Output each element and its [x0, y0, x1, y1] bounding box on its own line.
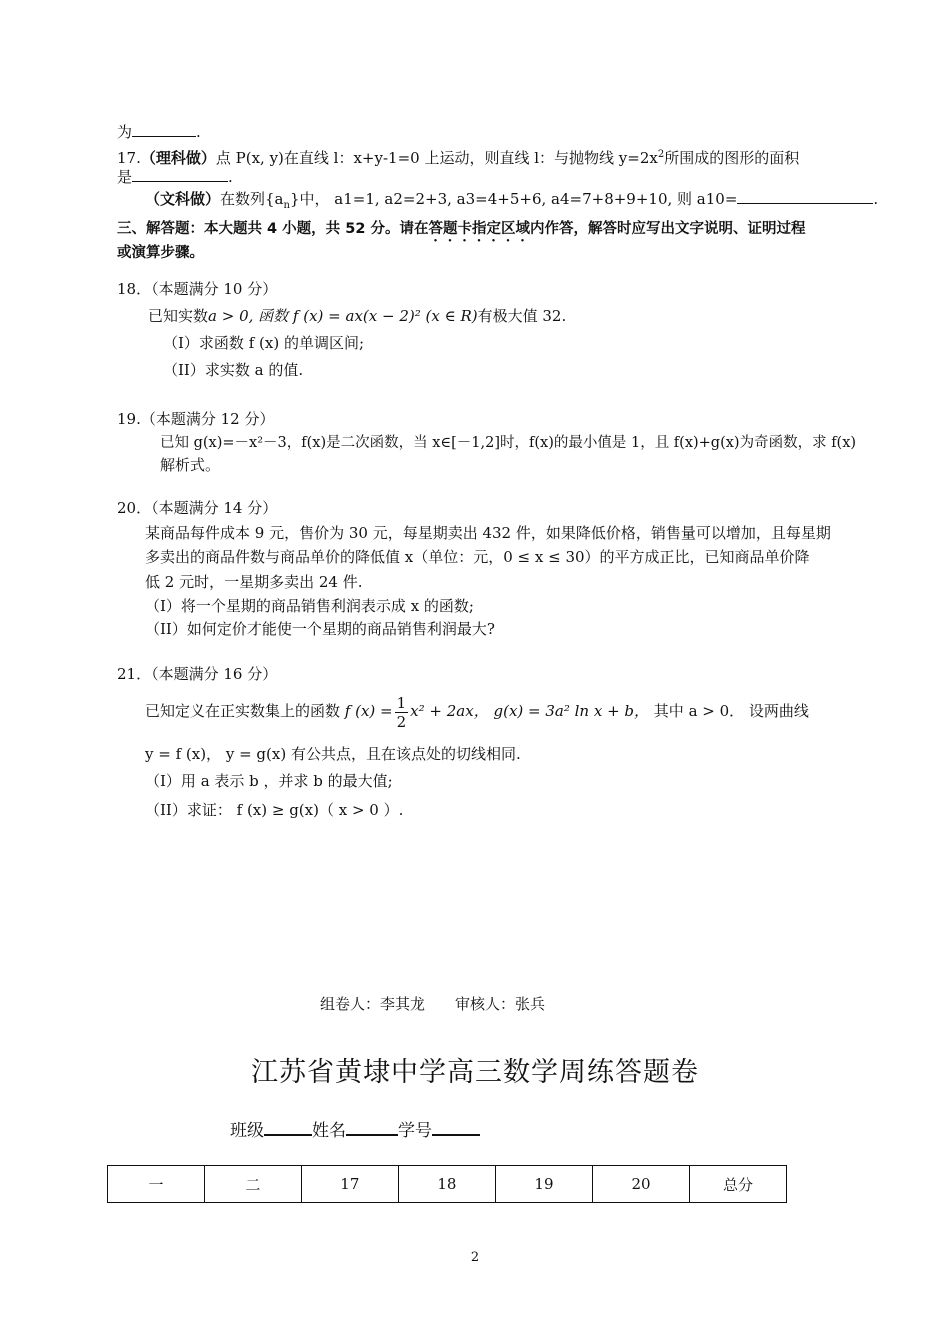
answer-blank: [737, 188, 873, 204]
class-field[interactable]: [264, 1119, 312, 1136]
score-header-cell: 一: [108, 1166, 205, 1203]
q17-science-line2: 是 .: [117, 168, 233, 186]
student-id-field[interactable]: [432, 1119, 480, 1136]
q17-arts: （文科做）在数列$\{a_n\}$中， a1=1, a2=2+3, a3=4+5+6, a4=7+8+9+10, 则 a10= .: [145, 190, 879, 211]
score-header-cell: 19: [495, 1166, 592, 1203]
name-field[interactable]: [346, 1119, 398, 1136]
q20-part2: （II）如何定价才能使一个星期的商品销售利润最大?: [145, 620, 495, 638]
q20-line1: 某商品每件成本 9 元，售价为 30 元，每星期卖出 432 件，如果降低价格，销售量可以增加，且每星期: [145, 524, 831, 542]
q17-science: 17.（理科做）点 P(x, y)在直线 l：x+y-1=0 上运动，则直线 l：与抛物线 $y=2x^2$所围成的图形的面积: [117, 149, 800, 167]
q21-part2: （II）求证： f (x) ≥ g(x)（ x > 0 ）.: [145, 801, 404, 819]
q19-line2: 解析式。: [160, 456, 221, 474]
score-header-cell: 二: [204, 1166, 301, 1203]
score-header-cell: 总分: [690, 1166, 787, 1203]
fraction-one-half: $\frac{1}{2}$: [396, 693, 407, 731]
q20-part1: （I）将一个星期的商品销售利润表示成 x 的函数;: [145, 597, 474, 615]
q19-line1: 已知 g(x)=－x²－3，f(x)是二次函数，当 x∈[－1,2]时，f(x)的最小值是 1，且 f(x)+g(x)为奇函数，求 f(x): [160, 435, 857, 451]
score-header-cell: 20: [593, 1166, 690, 1203]
q21-part1: （I）用 a 表示 b ，并求 b 的最大值;: [145, 772, 393, 790]
answer-sheet-title: 江苏省黄埭中学高三数学周练答题卷: [251, 1057, 699, 1088]
table-row: [108, 1166, 787, 1203]
student-info-row: 班级 姓名 学号: [230, 1119, 480, 1141]
q21-header: 21．（本题满分 16 分）: [117, 665, 278, 683]
q20-line3: 低 2 元时，一星期多卖出 24 件.: [145, 573, 363, 591]
q21-line2: y = f (x)， y = g(x) 有公共点，且在该点处的切线相同.: [145, 745, 521, 763]
q18-part2: （II）求实数 a 的值.: [163, 361, 304, 379]
authors: 组卷人：李其龙 审核人：张兵: [320, 995, 546, 1013]
section3-heading: 三、解答题：本大题共 4 小题，共 52 分。请在答题卡指定区域内作答，解答时应写出文字说明、证明过程: [117, 221, 806, 237]
answer-blank: [132, 166, 228, 182]
q20-line2: 多卖出的商品件数与商品单价的降低值 x（单位：元，0 ≤ x ≤ 30）的平方成正比，已知商品单价降: [145, 548, 810, 566]
q16-tail: 为 .: [117, 123, 201, 141]
score-header-cell: 18: [398, 1166, 495, 1203]
q21-line1: 已知定义在正实数集上的函数 f (x) = $\frac{1}{2}$ x² + 2ax， g(x) = 3a² ln x + b， 其中 a > 0． 设两曲线: [145, 693, 809, 731]
section3-heading-line2: 或演算步骤。: [117, 245, 204, 261]
answer-blank: [132, 121, 196, 137]
q18-header: 18．（本题满分 10 分）: [117, 280, 278, 298]
q20-header: 20．（本题满分 14 分）: [117, 499, 278, 517]
q18-part1: （I）求函数 f (x) 的单调区间;: [163, 334, 364, 352]
score-header-cell: 17: [301, 1166, 398, 1203]
q18-stem: 已知实数a > 0, 函数 f (x) = ax(x − 2)² (x ∈ R)有极大值 32.: [148, 307, 567, 325]
page-number: 2: [470, 1250, 480, 1265]
score-table: [107, 1165, 787, 1203]
q19-header: 19.（本题满分 12 分）: [117, 410, 275, 428]
